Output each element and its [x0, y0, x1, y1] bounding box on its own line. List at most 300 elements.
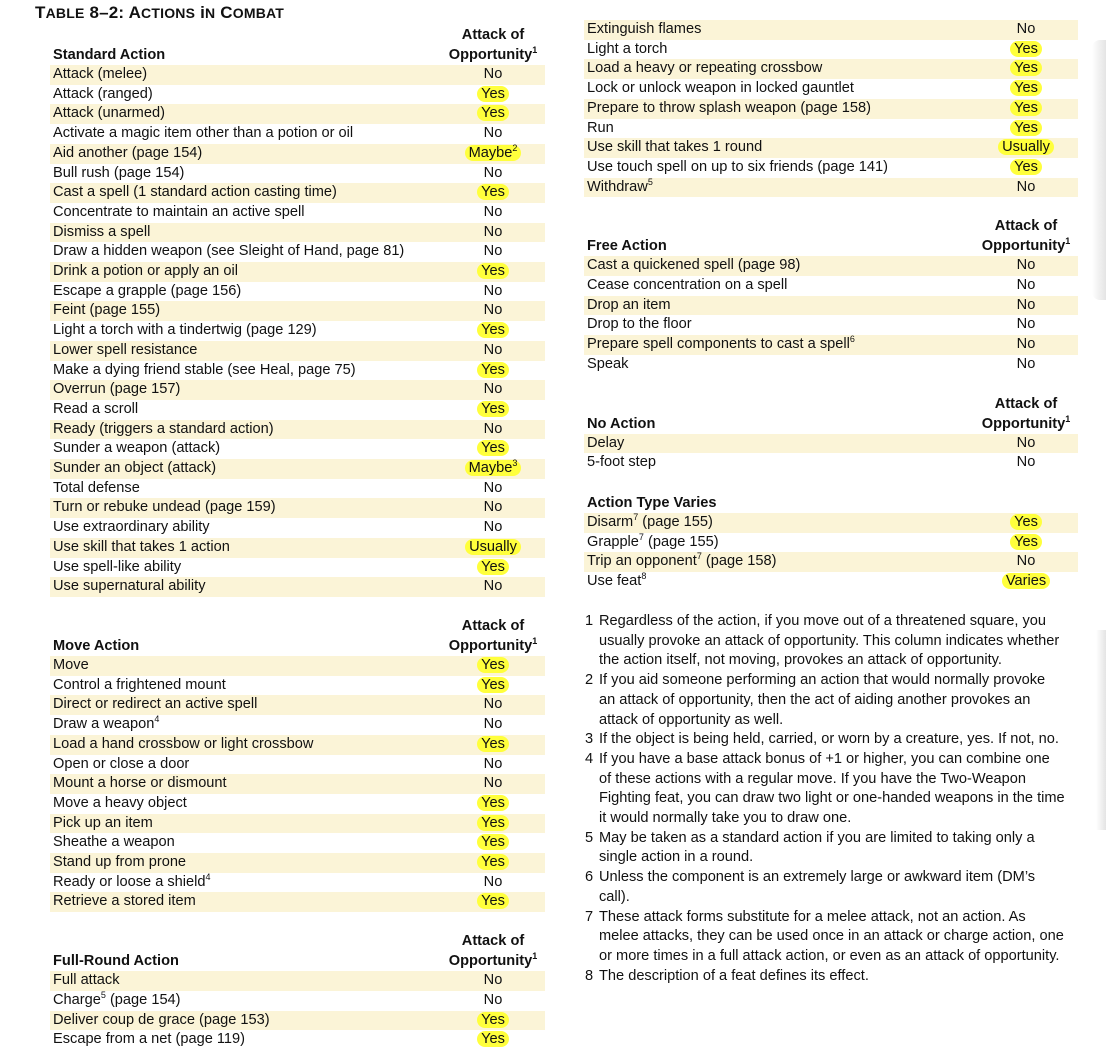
action-name: Cast a spell (1 standard action casting time)	[50, 183, 441, 203]
aoo-label: Opportunity$^1$	[981, 413, 1071, 432]
action-name: Lock or unlock weapon in locked gauntlet	[587, 80, 854, 97]
aoo-value	[441, 439, 545, 459]
action-name: Escape a grapple (page 156)	[53, 282, 242, 299]
standard-action-table	[50, 25, 545, 597]
table-row	[50, 262, 545, 282]
footnote-text: Unless the component is an extremely large or awkward item (DM’s call).	[599, 869, 1036, 905]
section-heading: Full-Round Action	[53, 953, 179, 970]
aoo-value-text: Yes	[477, 1012, 509, 1028]
aoo-value-text: No	[483, 578, 503, 595]
table-row	[584, 79, 1078, 99]
aoo-value	[974, 276, 1078, 296]
aoo-value-text: Yes	[477, 559, 509, 575]
table-row	[50, 991, 545, 1011]
footnote-text: The description of a feat defines its effect.	[599, 967, 869, 984]
aoo-value-text: Varies	[1002, 573, 1050, 589]
aoo-value-text: No	[1016, 296, 1036, 313]
aoo-value	[441, 144, 545, 164]
aoo-value-text: No	[1016, 257, 1036, 274]
action-name: Total defense	[53, 479, 140, 496]
aoo-value	[441, 124, 545, 144]
action-name: Direct or redirect an active spell	[50, 695, 441, 715]
table-row	[584, 335, 1078, 355]
aoo-header-row	[584, 394, 1078, 414]
aoo-label: Attack of	[461, 27, 525, 43]
action-name: Stand up from prone	[50, 853, 441, 873]
aoo-value-text: Yes	[477, 815, 509, 831]
aoo-value-text: No	[1016, 355, 1036, 372]
footnote-text: Regardless of the action, if you move out of a threatened square, you usually provoke an attack of opportunity. This column indicates whether the action itself, not moving, provokes an attack of opportunity.	[599, 613, 1060, 669]
aoo-value	[441, 242, 545, 262]
aoo-value	[441, 223, 545, 243]
aoo-value-text: No	[483, 203, 503, 220]
action-name: Extinguish flames	[584, 20, 974, 40]
action-name: Use spell-like ability	[53, 558, 182, 575]
table-row	[50, 104, 545, 124]
aoo-value	[974, 315, 1078, 335]
aoo-value	[441, 695, 545, 715]
aoo-value-text: Yes	[1010, 41, 1042, 57]
table-row	[50, 183, 545, 203]
table-row	[584, 276, 1078, 296]
action-name: Move a heavy object	[53, 794, 187, 811]
aoo-value-text: No	[1016, 316, 1036, 333]
footnote-number: 8	[585, 967, 594, 984]
aoo-value	[441, 971, 545, 991]
aoo-value	[441, 380, 545, 400]
aoo-value-text: Yes	[477, 657, 509, 673]
action-name: Charge$^5$ (page 154)	[53, 989, 181, 1008]
aoo-value-text: No	[483, 223, 503, 240]
table-row	[584, 99, 1078, 119]
aoo-value-text: Yes	[477, 736, 509, 752]
aoo-value-text: Maybe$^2$	[465, 145, 522, 161]
action-name: Control a frightened mount	[53, 676, 226, 693]
action-name: Grapple$^7$ (page 155)	[587, 531, 719, 550]
footnote-number: 1	[585, 613, 594, 629]
table-title: TABLE 8–2: ACTIONS iN COMBAT	[35, 3, 285, 22]
table-row	[50, 833, 545, 853]
aoo-value	[441, 676, 545, 696]
action-name: Attack (unarmed)	[50, 104, 441, 124]
action-type-varies-table	[584, 493, 1078, 592]
action-name: Drop an item	[584, 296, 974, 316]
table-row	[584, 513, 1078, 533]
table-row	[584, 315, 1078, 335]
aoo-value	[974, 533, 1078, 553]
table-row	[584, 158, 1078, 178]
aoo-value-text: Yes	[477, 263, 509, 279]
aoo-value	[441, 577, 545, 597]
table-row	[50, 814, 545, 834]
aoo-value-text: No	[1016, 336, 1036, 353]
table-row	[584, 355, 1078, 375]
aoo-value	[441, 873, 545, 893]
section-header-row	[584, 493, 1078, 513]
action-name: Draw a hidden weapon (see Sleight of Hand, page 81)	[53, 243, 405, 260]
action-name: Withdraw$^5$	[584, 178, 974, 198]
aoo-value-text: No	[483, 519, 503, 536]
aoo-value	[974, 178, 1078, 198]
aoo-value	[441, 104, 545, 124]
table-row	[50, 794, 545, 814]
action-name: Drop to the floor	[587, 316, 692, 333]
aoo-value	[441, 301, 545, 321]
page-edge-shadow	[1096, 630, 1106, 830]
action-name: Bull rush (page 154)	[53, 164, 185, 181]
footnote-number: 6	[585, 869, 594, 886]
footnote-number: 3	[585, 731, 594, 748]
action-name: Speak	[587, 355, 629, 372]
table-row	[50, 164, 545, 184]
aoo-value-text: No	[483, 420, 503, 437]
action-name: Load a heavy or repeating crossbow	[584, 59, 974, 79]
aoo-value	[441, 341, 545, 361]
free-action-table	[584, 216, 1078, 374]
aoo-value	[974, 138, 1078, 158]
table-row	[50, 676, 545, 696]
table-row	[584, 296, 1078, 316]
table-row	[584, 59, 1078, 79]
footnote	[585, 750, 1065, 829]
table-row	[584, 552, 1078, 572]
aoo-value-text: No	[483, 716, 503, 733]
aoo-value	[441, 755, 545, 775]
section-heading: Action Type Varies	[587, 494, 717, 511]
action-name: Open or close a door	[53, 755, 190, 772]
action-name: Escape from a net (page 119)	[53, 1031, 245, 1048]
footnote	[585, 612, 1065, 671]
table-row	[50, 498, 545, 518]
aoo-value	[441, 814, 545, 834]
action-name: Mount a horse or dismount	[50, 774, 441, 794]
aoo-value	[441, 479, 545, 499]
action-name: Retrieve a stored item	[50, 892, 441, 912]
aoo-value	[441, 991, 545, 1011]
aoo-value-text: Yes	[477, 677, 509, 693]
no-action-table	[584, 394, 1078, 473]
aoo-header-row	[50, 931, 545, 951]
aoo-value	[441, 833, 545, 853]
aoo-value-text: Yes	[1010, 514, 1042, 530]
action-name: Load a hand crossbow or light crossbow	[50, 735, 441, 755]
aoo-value	[974, 99, 1078, 119]
action-name: Turn or rebuke undead (page 159)	[50, 498, 441, 518]
aoo-value	[974, 119, 1078, 139]
table-row	[50, 459, 545, 479]
action-name: Ready or loose a shield$^4$	[53, 871, 211, 890]
table-row	[50, 538, 545, 558]
action-name: Draw a weapon$^4$	[53, 714, 160, 733]
aoo-value	[441, 1030, 545, 1050]
aoo-value-text: No	[1016, 21, 1036, 37]
footnotes	[585, 612, 1065, 986]
table-row	[50, 321, 545, 341]
table-row	[50, 892, 545, 912]
table-row	[50, 65, 545, 85]
table-row	[50, 223, 545, 243]
aoo-value-text: No	[483, 282, 503, 299]
footnote-text: May be taken as a standard action if you are limited to taking only a single action in a round.	[599, 829, 1035, 866]
action-name: Cease concentration on a spell	[587, 277, 788, 294]
aoo-value	[441, 420, 545, 440]
table-row	[50, 1030, 545, 1050]
aoo-value-text: No	[483, 991, 503, 1008]
aoo-value-text: No	[483, 972, 503, 989]
action-name: Concentrate to maintain an active spell	[53, 203, 305, 220]
aoo-value	[974, 158, 1078, 178]
aoo-value-text: No	[483, 66, 503, 82]
aoo-value-text: No	[1016, 434, 1036, 451]
aoo-value-text: No	[483, 164, 503, 181]
table-row	[50, 558, 545, 578]
aoo-value-text: Yes	[477, 854, 509, 870]
action-name: Use touch spell on up to six friends (page 141)	[587, 158, 888, 175]
aoo-value	[441, 459, 545, 479]
aoo-value-text: Yes	[1010, 159, 1042, 175]
footnote-text: If you aid someone performing an action that would normally provoke an attack of opportunity, then the act of aiding another provokes an attack of opportunity as well.	[599, 672, 1046, 728]
aoo-value	[441, 498, 545, 518]
table-row	[50, 301, 545, 321]
aoo-value-text: No	[1016, 277, 1036, 294]
action-name: Read a scroll	[53, 400, 139, 417]
aoo-value-text: Yes	[477, 184, 509, 200]
table-row	[50, 420, 545, 440]
action-name: Activate a magic item other than a potion or oil	[53, 125, 354, 142]
aoo-label: Opportunity$^1$	[981, 236, 1071, 255]
aoo-value	[974, 20, 1078, 40]
table-row	[50, 656, 545, 676]
table-row	[50, 361, 545, 381]
aoo-value-text: Yes	[1010, 534, 1042, 550]
table-row	[50, 577, 545, 597]
aoo-value-text: No	[483, 243, 503, 260]
action-name: 5-foot step	[587, 454, 656, 471]
aoo-value-text: No	[1016, 454, 1036, 471]
aoo-value-text: Yes	[477, 362, 509, 378]
aoo-value-text: No	[483, 696, 503, 713]
action-name: Move	[50, 656, 441, 676]
action-name: Trip an opponent$^7$ (page 158)	[584, 552, 974, 572]
aoo-value	[441, 794, 545, 814]
aoo-value-text: Yes	[477, 1031, 509, 1047]
table-row	[584, 434, 1078, 454]
action-name: Lower spell resistance	[50, 341, 441, 361]
action-name: Overrun (page 157)	[50, 380, 441, 400]
table-row	[584, 40, 1078, 60]
full-round-continued-table	[584, 20, 1078, 197]
table-row	[584, 572, 1078, 592]
action-name: Feint (page 155)	[50, 301, 441, 321]
table-row	[50, 380, 545, 400]
aoo-value-text: No	[483, 775, 503, 792]
aoo-value	[441, 892, 545, 912]
aoo-value	[441, 400, 545, 420]
aoo-value-text: No	[483, 873, 503, 890]
footnote-number: 4	[585, 750, 594, 767]
full-round-action-table	[50, 931, 545, 1050]
action-name: Use skill that takes 1 round	[584, 138, 974, 158]
table-row	[584, 20, 1078, 40]
footnote	[585, 908, 1065, 967]
aoo-value-text: Yes	[477, 105, 509, 121]
aoo-header-row	[50, 616, 545, 636]
footnote-number: 7	[585, 908, 594, 925]
table-row	[50, 774, 545, 794]
table-row	[50, 715, 545, 735]
aoo-value-text: No	[1016, 178, 1036, 195]
aoo-label: Opportunity$^1$	[448, 635, 538, 654]
page-edge-shadow	[1092, 40, 1106, 300]
table-row	[50, 439, 545, 459]
action-name: Make a dying friend stable (see Heal, page 75)	[53, 361, 356, 378]
aoo-value-text: Yes	[477, 440, 509, 456]
aoo-value-text: Usually	[465, 539, 521, 555]
footnote	[585, 671, 1065, 730]
aoo-value	[441, 183, 545, 203]
section-heading: No Action	[587, 415, 656, 432]
move-action-table	[50, 616, 545, 912]
aoo-value	[441, 361, 545, 381]
aoo-value	[441, 1011, 545, 1031]
aoo-value-text: Yes	[477, 834, 509, 850]
aoo-value-text: Usually	[998, 139, 1054, 155]
action-name: Use skill that takes 1 action	[50, 538, 441, 558]
aoo-value-text: No	[483, 755, 503, 772]
section-header-row	[50, 951, 545, 971]
table-row	[50, 124, 545, 144]
aoo-value	[974, 296, 1078, 316]
action-name: Pick up an item	[50, 814, 441, 834]
aoo-value	[441, 65, 545, 85]
aoo-value	[441, 774, 545, 794]
table-row	[50, 873, 545, 893]
table-row	[50, 203, 545, 223]
footnote	[585, 868, 1065, 907]
aoo-value	[974, 59, 1078, 79]
aoo-value	[441, 321, 545, 341]
aoo-value-text: No	[483, 499, 503, 516]
aoo-value-text: Yes	[477, 893, 509, 909]
aoo-label: Attack of	[994, 218, 1058, 235]
aoo-value	[974, 79, 1078, 99]
table-row	[50, 755, 545, 775]
aoo-value	[441, 164, 545, 184]
table-row	[584, 119, 1078, 139]
aoo-value	[974, 256, 1078, 276]
aoo-value	[974, 552, 1078, 572]
table-row	[50, 853, 545, 873]
aoo-value-text: Yes	[1010, 100, 1042, 116]
right-column	[584, 20, 1078, 592]
action-name: Dismiss a spell	[50, 223, 441, 243]
aoo-label: Attack of	[461, 617, 525, 634]
aoo-header-row	[584, 216, 1078, 236]
table-row	[584, 453, 1078, 473]
table-row	[50, 695, 545, 715]
aoo-value	[974, 572, 1078, 592]
aoo-value-text: Maybe$^3$	[465, 460, 522, 476]
table-row	[50, 282, 545, 302]
aoo-value-text: No	[483, 341, 503, 358]
aoo-value-text: No	[483, 302, 503, 319]
section-heading: Standard Action	[53, 47, 166, 63]
aoo-value	[974, 355, 1078, 375]
action-name: Attack (ranged)	[53, 85, 153, 102]
footnote-text: These attack forms substitute for a melee attack, not an action. As melee attacks, they can be used once in an attack or charge action, one or more times in a full attack action, or even as an attack of opportunity.	[599, 908, 1064, 964]
section-heading: Free Action	[587, 238, 667, 255]
action-name: Run	[587, 119, 614, 136]
aoo-value	[974, 434, 1078, 454]
action-name: Delay	[584, 434, 974, 454]
action-name: Full attack	[50, 971, 441, 991]
table-row	[50, 341, 545, 361]
action-name: Attack (melee)	[50, 65, 441, 85]
aoo-value	[974, 335, 1078, 355]
action-name: Prepare spell components to cast a spell$^6$	[584, 335, 974, 355]
table-row	[50, 400, 545, 420]
table-row	[50, 518, 545, 538]
table-row	[50, 971, 545, 991]
footnote-text: If you have a base attack bonus of +1 or higher, you can combine one of these actions with a regular move. If you have the Two-Weapon Fighting feat, you can draw two light or one-handed weapons in the time it would normally take you to draw one.	[599, 750, 1065, 827]
aoo-value	[974, 453, 1078, 473]
table-row	[50, 242, 545, 262]
left-column	[50, 25, 545, 1050]
footnote	[585, 967, 1065, 987]
table-row	[50, 1011, 545, 1031]
aoo-value	[441, 282, 545, 302]
aoo-label: Opportunity$^1$	[448, 951, 538, 970]
table-row	[50, 85, 545, 105]
aoo-value-text: No	[1016, 553, 1036, 570]
footnote-number: 2	[585, 672, 594, 689]
action-name: Ready (triggers a standard action)	[50, 420, 441, 440]
table-row	[50, 735, 545, 755]
aoo-value-text: Yes	[1010, 120, 1042, 136]
table-row	[50, 479, 545, 499]
section-header-row	[584, 414, 1078, 434]
action-name: Drink a potion or apply an oil	[50, 262, 441, 282]
aoo-header-row	[50, 25, 545, 45]
action-name: Use feat$^8$	[587, 571, 647, 590]
aoo-value-text: Yes	[1010, 80, 1042, 96]
footnote-number: 5	[585, 829, 594, 846]
aoo-label: Opportunity$^1$	[448, 45, 538, 63]
aoo-value-text: Yes	[477, 401, 509, 417]
aoo-value-text: Yes	[477, 86, 509, 102]
aoo-value-text: Yes	[1010, 60, 1042, 76]
aoo-value	[974, 40, 1078, 60]
aoo-value	[441, 538, 545, 558]
aoo-value	[441, 853, 545, 873]
aoo-value	[441, 203, 545, 223]
action-name: Sunder an object (attack)	[50, 459, 441, 479]
footnote	[585, 829, 1065, 868]
aoo-value	[441, 85, 545, 105]
aoo-value-text: Yes	[477, 322, 509, 338]
action-name: Disarm$^7$ (page 155)	[584, 513, 974, 533]
section-header-row	[50, 636, 545, 656]
aoo-label: Attack of	[994, 395, 1058, 412]
action-name: Sunder a weapon (attack)	[53, 440, 221, 457]
aoo-value	[441, 518, 545, 538]
action-name: Sheathe a weapon	[53, 834, 175, 851]
aoo-label: Attack of	[461, 933, 525, 950]
aoo-value	[974, 513, 1078, 533]
table-row	[50, 144, 545, 164]
action-name: Cast a quickened spell (page 98)	[584, 256, 974, 276]
action-name: Aid another (page 154)	[50, 144, 441, 164]
